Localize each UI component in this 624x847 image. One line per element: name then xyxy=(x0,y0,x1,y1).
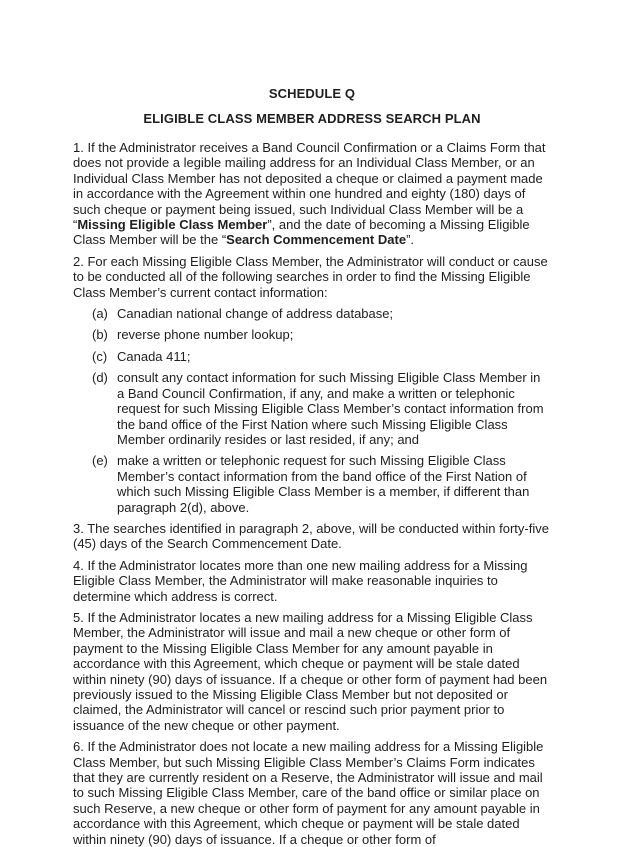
list-item-c-text: Canada 411; xyxy=(117,348,191,364)
list-marker-d: (d) xyxy=(92,370,108,386)
list-item-b-text: reverse phone number lookup; xyxy=(117,327,294,343)
search-list xyxy=(73,306,551,515)
list-marker-c: (c) xyxy=(92,348,108,364)
paragraph-4: 4. If the Administrator locates more than one new mailing address for a Missing Eligible Class Member, the Administrator will make reasonable inquiries to determine which address is correct. xyxy=(73,557,528,604)
list-item-c xyxy=(73,349,551,364)
list-marker-b: (b) xyxy=(92,327,108,343)
list-marker-a: (a) xyxy=(92,306,108,322)
list-item-b xyxy=(73,327,551,342)
list-marker-e: (e) xyxy=(92,453,108,469)
term-search-commencement-date: Search Commencement Date xyxy=(226,232,407,248)
list-item-d xyxy=(73,370,551,447)
paragraph-6: 6. If the Administrator does not locate a new mailing address for a Missing Eligible Class Member, but such Missing Eligible Class Member’s Claims Form indicates that they are currently resident on a Reserve, the Administrator will issue and mail to such Missing Eligible Class Member, care of the band office or similar place on such Reserve, a new cheque or other form of payment for any amount payable in accordance with this Agreement, which cheque or payment will be stale dated within ninety (90) days of issuance. If a cheque or other form of xyxy=(73,739,544,847)
list-item-a xyxy=(73,306,551,321)
list-item-d-text: consult any contact information for such Missing Eligible Class Member in a Band Council Confirmation, if any, and make a written or telephonic request for such Missing Eligible Class Member’s contact information from the band office of the First Nation where such Missing Eligible Class Member ordinarily resides or last resided, if any; and xyxy=(117,370,544,447)
paragraph-1-text-middle: ”, and the date of becoming a Missing Eligible Class Member will be the “ xyxy=(73,217,530,248)
paragraph-1 xyxy=(73,140,551,248)
paragraph-1-text-lead: 1. If the Administrator receives a Band Council Confirmation or a Claims Form that does not provide a legible mailing address for an Individual Class Member, or an Individual Class Member has not deposited a cheque or claimed a payment made in accordance with the Agreement within one hundred and eighty (180) days of such cheque or payment being issued, such Individual Class Member will be a “ xyxy=(73,140,546,233)
term-missing-eligible-class-member: Missing Eligible Class Member xyxy=(77,217,268,233)
schedule-title: SCHEDULE Q xyxy=(268,86,356,101)
paragraph-2: 2. For each Missing Eligible Class Member, the Administrator will conduct or cause to be conducted all of the following searches in order to find the Missing Eligible Class Member’s current contact information: xyxy=(73,253,548,300)
paragraph-1-text-end: ”. xyxy=(406,232,415,248)
plan-title: ELIGIBLE CLASS MEMBER ADDRESS SEARCH PLAN xyxy=(143,111,481,126)
list-item-a-text: Canadian national change of address database; xyxy=(117,306,394,322)
list-item-e-text: make a written or telephonic request for such Missing Eligible Class Member’s contact information from the band office of the First Nation of which such Missing Eligible Class Member is a member, if different than paragraph 2(d), above. xyxy=(117,453,530,515)
list-item-e xyxy=(73,453,551,515)
paragraph-3: 3. The searches identified in paragraph 2, above, will be conducted within forty-five (45) days of the Search Commencement Date. xyxy=(73,520,549,552)
paragraph-5: 5. If the Administrator locates a new mailing address for a Missing Eligible Class Member, the Administrator will issue and mail a new cheque or other form of payment to the Missing Eligible Class Member for any amount payable in accordance with this Agreement, which cheque or payment will be stale dated within ninety (90) days of issuance. If a cheque or other form of payment had been previously issued to the Missing Eligible Class Member but not deposited or claimed, the Administrator will cancel or rescind such prior payment prior to issuance of the new cheque or other payment. xyxy=(73,609,548,733)
